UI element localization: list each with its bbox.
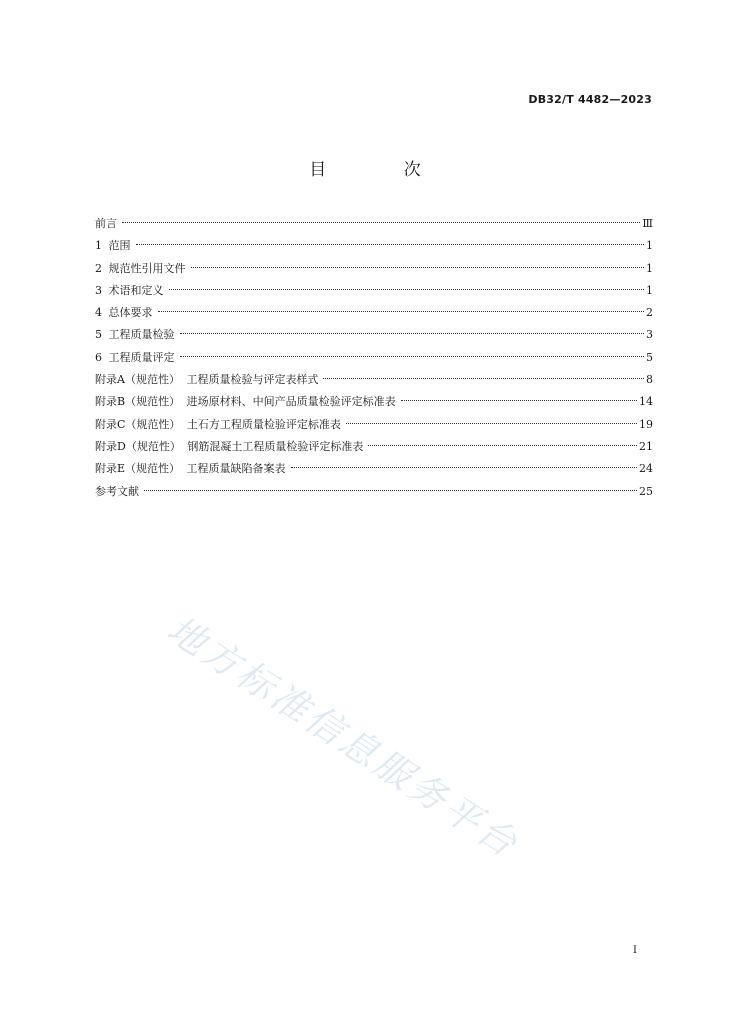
toc-entry-label: 前言 (95, 217, 117, 230)
toc-entry-label: 4 总体要求 (95, 306, 153, 320)
toc-entry-general-requirements[interactable] (95, 302, 653, 324)
dot-leader (169, 289, 645, 290)
toc-entry-appendix-d[interactable] (95, 436, 653, 458)
toc-entry-page: 3 (646, 328, 653, 342)
toc-entry-label: 附录B（规范性） 进场原材料、中间产品质量检验评定标准表 (95, 395, 396, 409)
toc-entry-appendix-b[interactable] (95, 391, 653, 413)
toc-entry-page: Ⅲ (642, 217, 653, 230)
toc-entry-page: 5 (646, 350, 653, 364)
toc-entry-quality-assessment[interactable] (95, 347, 653, 369)
dot-leader (122, 222, 640, 223)
toc-entry-page: 25 (639, 484, 653, 498)
toc-title: 目 次 (309, 160, 457, 180)
dot-leader (291, 467, 637, 468)
dot-leader (180, 333, 645, 334)
toc-entry-appendix-a[interactable] (95, 369, 653, 391)
toc-entry-page: 1 (646, 239, 653, 253)
toc-entry-appendix-c[interactable] (95, 414, 653, 436)
toc-entry-foreword[interactable] (95, 213, 653, 235)
toc-entry-label: 附录C（规范性） 土石方工程质量检验评定标准表 (95, 417, 341, 431)
toc-entry-bibliography[interactable] (95, 481, 653, 503)
toc-entry-label: 5 工程质量检验 (95, 328, 175, 342)
toc-entry-page: 21 (639, 439, 653, 453)
toc-entry-normative-references[interactable] (95, 258, 653, 280)
toc-entry-page: 14 (639, 395, 653, 409)
toc-entry-page: 8 (646, 373, 653, 387)
toc-entry-page: 19 (639, 417, 653, 431)
toc-entry-appendix-e[interactable] (95, 458, 653, 480)
toc-entry-scope[interactable] (95, 235, 653, 257)
toc-entry-page: 1 (646, 261, 653, 275)
toc-entry-page: 2 (646, 306, 653, 320)
toc-entry-label: 1 范围 (95, 239, 131, 253)
toc-entry-label: 参考文献 (95, 484, 139, 498)
toc-entry-label: 附录D（规范性） 钢筋混凝土工程质量检验评定标准表 (95, 439, 364, 453)
watermark: 地方标准信息服务平台 (159, 607, 527, 867)
dot-leader (323, 378, 644, 379)
toc-entry-label: 附录A（规范性） 工程质量检验与评定表样式 (95, 373, 319, 387)
dot-leader (136, 244, 645, 245)
toc-entry-label: 3 术语和定义 (95, 283, 164, 297)
dot-leader (401, 400, 637, 401)
dot-leader (158, 311, 645, 312)
dot-leader (144, 490, 637, 491)
toc-entry-page: 24 (639, 462, 653, 476)
toc-entry-label: 附录E（规范性） 工程质量缺陷备案表 (95, 462, 286, 476)
table-of-contents (95, 213, 653, 503)
toc-entry-label: 2 规范性引用文件 (95, 261, 186, 275)
standard-code: DB32/T 4482—2023 (528, 93, 652, 106)
dot-leader (346, 423, 637, 424)
dot-leader (191, 267, 645, 268)
page-number: I (633, 945, 637, 956)
dot-leader (180, 356, 645, 357)
toc-entry-label: 6 工程质量评定 (95, 350, 175, 364)
dot-leader (368, 445, 637, 446)
toc-entry-terms[interactable] (95, 280, 653, 302)
toc-entry-quality-inspection[interactable] (95, 324, 653, 346)
toc-entry-page: 1 (646, 283, 653, 297)
